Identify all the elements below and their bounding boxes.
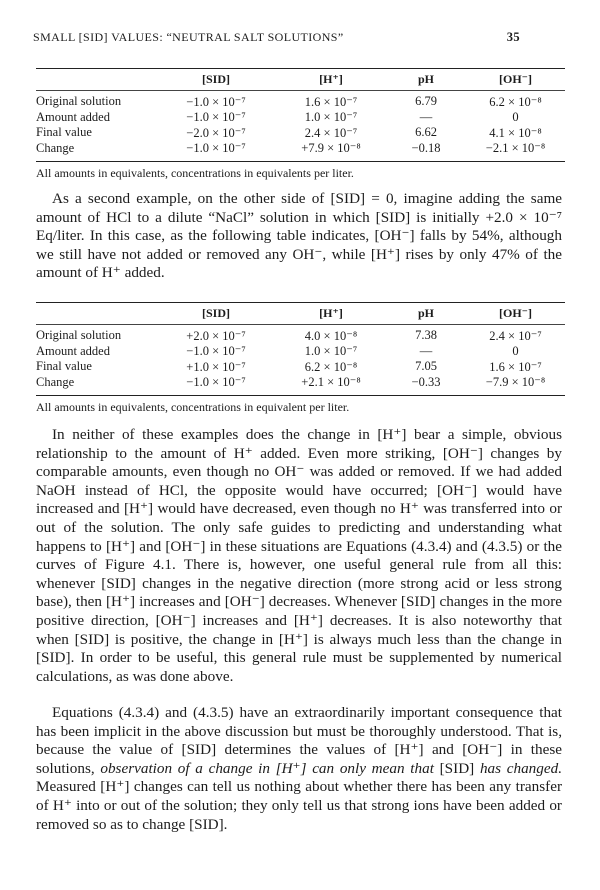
header-cell: [SID]: [201, 72, 230, 86]
table-cell: 2.4 × 10⁻⁷: [304, 125, 358, 140]
table-cell: 4.1 × 10⁻⁸: [489, 125, 542, 140]
paragraph-general-rule: [36, 426, 562, 686]
table-note: All amounts in equivalents, concentrations in equivalents per liter.: [36, 166, 354, 180]
table-cell: −2.0 × 10⁻⁷: [186, 125, 246, 140]
header-cell: pH: [417, 306, 434, 320]
table-cell: −1.0 × 10⁻⁷: [186, 141, 246, 156]
text-run: Measured [H⁺] changes can tell us nothing about whether there has been any transfer of H⁺ into or out of the solution; they only tell us that strong ions have been added or removed so as to change [SID].: [36, 778, 562, 833]
paragraph-second-example: [36, 190, 562, 283]
text-run: [SID]: [433, 759, 480, 777]
table-cell: −7.9 × 10⁻⁸: [485, 375, 546, 390]
table-row: [36, 344, 565, 360]
table-row: [36, 375, 565, 391]
table-header-row: [36, 69, 565, 90]
table-hcl-negative-sid: [36, 68, 565, 181]
table-cell: 7.05: [415, 359, 437, 374]
table-cell: −1.0 × 10⁻⁷: [186, 110, 246, 125]
table-cell: −0.33: [411, 374, 441, 389]
paragraph-text: [36, 704, 562, 834]
row-label: Amount added: [36, 343, 110, 358]
table-cell: +1.0 × 10⁻⁷: [186, 359, 246, 374]
row-label: Change: [36, 140, 75, 155]
table-row: [36, 94, 565, 110]
table-cell: 0: [512, 343, 519, 358]
table-cell: −1.0 × 10⁻⁷: [186, 94, 246, 109]
row-label: Amount added: [36, 109, 110, 124]
header-cell: [OH⁻]: [499, 72, 532, 86]
header-cell: pH: [417, 72, 434, 86]
table-bottom-rule: [36, 161, 565, 162]
table-hcl-positive-sid: [36, 302, 565, 415]
paragraph-consequence: [36, 704, 562, 834]
table-cell: 6.62: [415, 125, 437, 140]
table-cell: +7.9 × 10⁻⁸: [301, 141, 361, 156]
row-label: Original solution: [36, 94, 122, 109]
table-cell: −2.1 × 10⁻⁸: [485, 141, 546, 156]
table-cell: —: [419, 109, 433, 124]
table-cell: 6.79: [415, 94, 437, 109]
italic-run: has changed.: [479, 759, 562, 777]
table-header-row: [36, 303, 565, 324]
row-label: Original solution: [36, 328, 122, 343]
table-row: [36, 141, 565, 157]
table-cell: —: [419, 343, 433, 358]
running-title: SMALL [SID] VALUES: “NEUTRAL SALT SOLUTIONS”: [33, 30, 344, 44]
table-cell: +2.1 × 10⁻⁸: [301, 375, 361, 390]
table-cell: 7.38: [415, 328, 437, 343]
table-cell: −1.0 × 10⁻⁷: [186, 375, 246, 390]
table-row: [36, 125, 565, 141]
table-row: [36, 110, 565, 126]
header-cell: [SID]: [201, 306, 230, 320]
table-cell: +2.0 × 10⁻⁷: [186, 328, 246, 343]
running-header: [33, 30, 520, 45]
row-label: Final value: [36, 359, 92, 374]
table-cell: 1.0 × 10⁻⁷: [304, 110, 358, 125]
table-cell: 2.4 × 10⁻⁷: [489, 328, 542, 343]
table-cell: 1.6 × 10⁻⁷: [304, 94, 358, 109]
page-number: 35: [506, 30, 520, 44]
table-cell: 4.0 × 10⁻⁸: [304, 328, 358, 343]
table-cell: 1.6 × 10⁻⁷: [489, 359, 542, 374]
paragraph-text: As a second example, on the other side of [SID] = 0, imagine adding the same amount of HCl to a dilute “NaCl” solution in which [SID] is initially +2.0 × 10⁻⁷ Eq/liter. In this case, as the following table indicates, [OH⁻] falls by 54%, although we still have not added or removed any OH⁻, while [H⁺] rises by only 47% of the amount of H⁺ added.: [36, 190, 562, 282]
table-note: All amounts in equivalents, concentrations in equivalent per liter.: [36, 400, 350, 414]
row-label: Change: [36, 374, 75, 389]
text-run: Equations (4.3.4) and (4.3.5) have an extraordinarily important consequence that has been implicit in the above discussion but must be thoroughly understood. That is, because the value of [SID] determines the values of [H⁺] and [OH⁻] in these solutions,: [36, 704, 562, 777]
table-cell: 6.2 × 10⁻⁸: [489, 94, 542, 109]
header-cell: [H⁺]: [319, 72, 343, 86]
header-cell: [OH⁻]: [499, 306, 532, 320]
paragraph-text: In neither of these examples does the change in [H⁺] bear a simple, obvious relationship to the amount of H⁺ added. Even more striking, [OH⁻] changes by comparable amounts, even though no OH⁻ was added or removed. If we had added NaOH instead of HCl, the opposite would have occurred; [OH⁻] would have increased and [H⁺] would have decreased, even though no H⁺ was transferred into or out of the solution. The only safe guides to predicting and understanding what happens to [H⁺] and [OH⁻] in these situations are Equations (4.3.4) and (4.3.5) or the curves of Figure 4.1. There is, however, one useful general rule from all this: whenever [SID] changes in the negative direction (more strong acid or less strong base), then [H⁺] increases and [OH⁻] decreases. Whenever [SID] changes in the more positive direction, [OH⁻] increases and [H⁺] decreases. It is also noteworthy that when [SID] is positive, the change in [H⁺] is always much less than the change in [SID]. In order to be useful, this general rule must be supplemented by numerical calculations, as was done above.: [36, 426, 562, 685]
row-label: Final value: [36, 125, 92, 140]
header-cell: [H⁺]: [319, 306, 343, 320]
table-cell: −1.0 × 10⁻⁷: [186, 344, 246, 359]
table-cell: −0.18: [411, 140, 441, 155]
table-row: [36, 359, 565, 375]
table-bottom-rule: [36, 395, 565, 396]
table-cell: 1.0 × 10⁻⁷: [304, 344, 358, 359]
table-cell: 6.2 × 10⁻⁸: [304, 359, 358, 374]
table-row: [36, 328, 565, 344]
table-cell: 0: [512, 109, 519, 124]
italic-run: observation of a change in [H⁺] can only mean that: [100, 759, 434, 777]
